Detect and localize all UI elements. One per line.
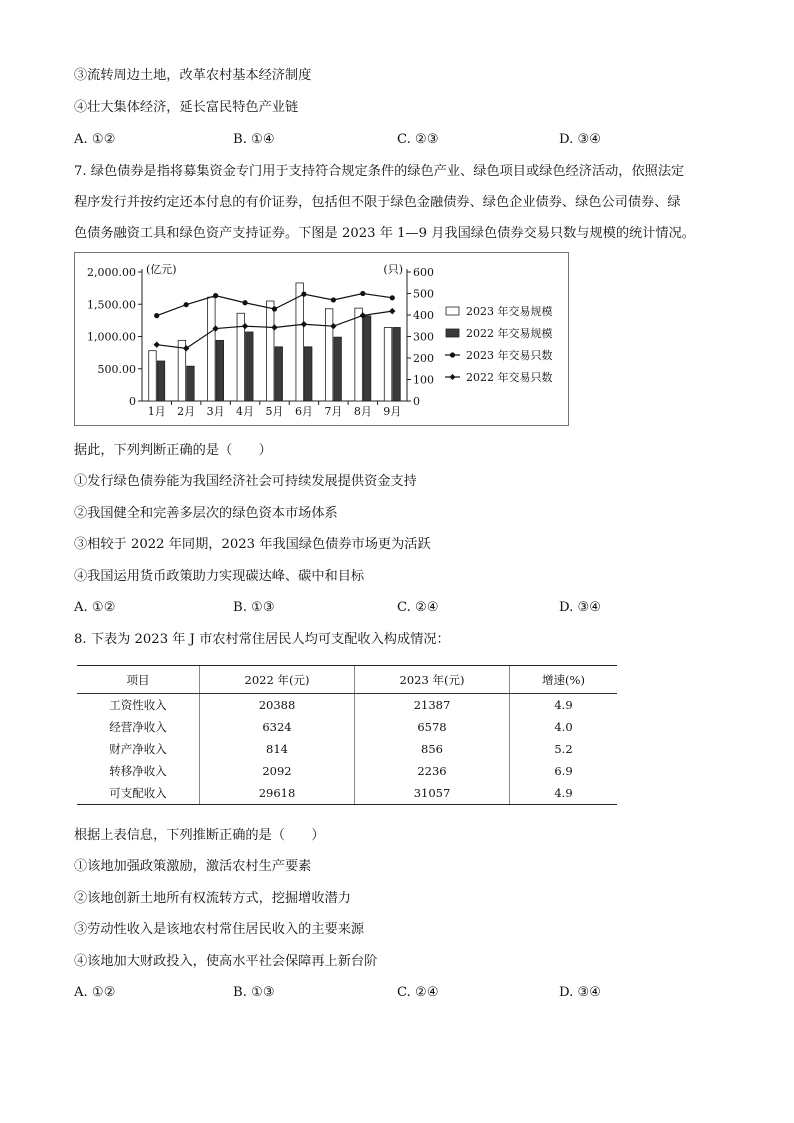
left-tick-label: 0 xyxy=(129,395,136,408)
item-3: ③流转周边土地，改革农村基本经济制度 xyxy=(74,68,312,83)
legend-label: 2022 年交易规模 xyxy=(466,327,553,340)
option-d[interactable]: D. ③④ xyxy=(559,132,602,147)
q7-item-1: ①发行绿色债券能为我国经济社会可持续发展提供资金支持 xyxy=(74,474,417,489)
q7-item-2: ②我国健全和完善多层次的绿色资本市场体系 xyxy=(74,506,338,521)
point-2023-count xyxy=(360,291,365,296)
cell: 814 xyxy=(200,738,355,760)
cell: 6.9 xyxy=(510,760,618,782)
cell: 经营净收入 xyxy=(109,720,167,734)
cell: 856 xyxy=(355,738,510,760)
bar-2022 xyxy=(246,332,254,401)
cell: 29618 xyxy=(200,782,355,805)
x-tick-label: 8月 xyxy=(353,405,372,418)
table-row xyxy=(77,782,617,805)
right-tick-label: 500 xyxy=(413,287,434,301)
q8-item-3: ③劳动性收入是该地农村常住居民收入的主要来源 xyxy=(74,922,365,937)
header-item: 项目 xyxy=(77,666,200,694)
bar-2022 xyxy=(304,347,312,401)
q7-stem-line-1: 7. 绿色债券是指将募集资金专门用于支持符合规定条件的绿色产业、绿色项目或绿色经济活动，依照法定 xyxy=(74,164,685,179)
cell: 5.2 xyxy=(510,738,618,760)
q8-stem: 8. 下表为 2023 年 J 市农村常住居民人均可支配收入构成情况： xyxy=(74,632,450,647)
right-tick-label: 400 xyxy=(413,309,434,322)
left-tick-label: 1,000.00 xyxy=(87,330,136,344)
income-table xyxy=(77,665,617,805)
table-row xyxy=(77,716,617,738)
legend-marker xyxy=(450,374,456,380)
cell: 20388 xyxy=(200,694,355,717)
bar-2022 xyxy=(334,337,342,401)
cell: 2092 xyxy=(200,760,355,782)
point-2022-count xyxy=(154,341,160,347)
right-tick-label: 200 xyxy=(413,352,434,365)
bar-2023 xyxy=(296,283,304,401)
bar-2023 xyxy=(355,308,363,401)
point-2022-count xyxy=(389,308,395,314)
point-2023-count xyxy=(331,297,336,302)
cell: 31057 xyxy=(355,782,510,805)
bar-2023 xyxy=(267,301,275,401)
bar-2022 xyxy=(157,361,165,401)
cell: 6324 xyxy=(200,716,355,738)
point-2023-count xyxy=(390,295,395,300)
left-tick-label: 500.00 xyxy=(97,362,136,376)
cell: 4.0 xyxy=(510,716,618,738)
cell: 财产净收入 xyxy=(109,742,167,756)
cell: 21387 xyxy=(355,694,510,717)
right-tick-label: 0 xyxy=(413,395,420,408)
bar-2023 xyxy=(149,351,157,401)
left-tick-label: 1,500.00 xyxy=(87,298,136,312)
header-growth: 增速(%) xyxy=(510,666,618,694)
legend-swatch xyxy=(446,307,459,315)
option-c[interactable]: C. ②④ xyxy=(397,985,439,1000)
option-a[interactable]: A. ①② xyxy=(74,600,116,615)
bar-2022 xyxy=(393,327,401,401)
legend-label: 2023 年交易规模 xyxy=(466,305,553,318)
x-tick-label: 6月 xyxy=(294,405,313,418)
right-tick-label: 600 xyxy=(413,266,434,279)
x-tick-label: 3月 xyxy=(206,405,225,418)
header-2022: 2022 年(元) xyxy=(200,666,355,694)
bond-chart-svg xyxy=(75,253,570,427)
q7-question: 据此，下列判断正确的是（ ） xyxy=(74,443,272,458)
bar-2022 xyxy=(363,316,371,401)
q7-item-3: ③相较于 2022 年同期，2023 年我国绿色债券市场更为活跃 xyxy=(74,537,431,552)
right-tick-label: 100 xyxy=(413,373,434,387)
cell: 4.9 xyxy=(510,782,618,805)
bar-2022 xyxy=(216,340,224,401)
x-tick-label: 7月 xyxy=(324,405,343,418)
q7-stem-line-3: 色债务融资工具和绿色资产支持证券。下图是 2023 年 1—9 月我国绿色债券交易只数与规模的统计情况。 xyxy=(74,226,695,241)
q8-question: 根据上表信息，下列推断正确的是（ ） xyxy=(74,828,325,843)
cell: 6578 xyxy=(355,716,510,738)
option-c[interactable]: C. ②③ xyxy=(397,132,439,147)
q8-item-1: ①该地加强政策激励，激活农村生产要素 xyxy=(74,859,312,874)
bond-chart xyxy=(74,252,569,426)
bar-2023 xyxy=(384,327,392,401)
cell: 工资性收入 xyxy=(109,698,167,712)
option-b[interactable]: B. ①③ xyxy=(233,985,275,1000)
option-a[interactable]: A. ①② xyxy=(74,985,116,1000)
point-2023-count xyxy=(154,313,159,318)
left-axis-unit: (亿元) xyxy=(146,263,177,276)
table-header-row xyxy=(77,666,617,694)
cell: 可支配收入 xyxy=(77,782,200,805)
header-2023: 2023 年(元) xyxy=(355,666,510,694)
legend-marker xyxy=(450,352,455,357)
cell: 2236 xyxy=(355,760,510,782)
point-2023-count xyxy=(272,306,277,311)
table-row xyxy=(77,760,617,782)
cell: 转移净收入 xyxy=(109,764,167,778)
bar-2023 xyxy=(325,309,333,401)
q8-item-4: ④该地加大财政投入，使高水平社会保障再上新台阶 xyxy=(74,954,378,969)
q8-item-2: ②该地创新土地所有权流转方式，挖掘增收潜力 xyxy=(74,891,351,906)
cell: 4.9 xyxy=(510,694,618,717)
legend-label: 2023 年交易只数 xyxy=(466,349,553,362)
table-row xyxy=(77,738,617,760)
option-d[interactable]: D. ③④ xyxy=(559,985,602,1000)
legend-label: 2022 年交易只数 xyxy=(466,371,553,384)
q7-item-4: ④我国运用货币政策助力实现碳达峰、碳中和目标 xyxy=(74,569,365,584)
legend-swatch xyxy=(446,329,459,337)
x-tick-label: 2月 xyxy=(177,405,196,418)
point-2023-count xyxy=(184,302,189,307)
left-tick-label: 2,000.00 xyxy=(87,266,136,279)
right-axis-unit: (只) xyxy=(383,263,403,276)
table-row xyxy=(77,694,617,717)
x-tick-label: 5月 xyxy=(265,405,284,418)
option-c[interactable]: C. ②④ xyxy=(397,600,439,615)
bar-2023 xyxy=(208,297,216,401)
option-b[interactable]: B. ①④ xyxy=(233,132,275,147)
q7-stem-line-2: 程序发行并按约定还本付息的有价证券，包括但不限于绿色金融债券、绿色企业债券、绿色公司债券、绿 xyxy=(74,195,681,210)
x-tick-label: 9月 xyxy=(383,405,402,418)
point-2023-count xyxy=(242,300,247,305)
right-tick-label: 300 xyxy=(413,330,434,344)
point-2023-count xyxy=(301,292,306,297)
option-a[interactable]: A. ①② xyxy=(74,132,116,147)
x-tick-label: 1月 xyxy=(147,405,166,418)
point-2023-count xyxy=(213,293,218,298)
item-4: ④壮大集体经济，延长富民特色产业链 xyxy=(74,100,299,115)
option-d[interactable]: D. ③④ xyxy=(559,600,602,615)
x-tick-label: 4月 xyxy=(236,405,255,418)
bar-2022 xyxy=(187,366,195,401)
option-b[interactable]: B. ①③ xyxy=(233,600,275,615)
bar-2022 xyxy=(275,347,283,401)
